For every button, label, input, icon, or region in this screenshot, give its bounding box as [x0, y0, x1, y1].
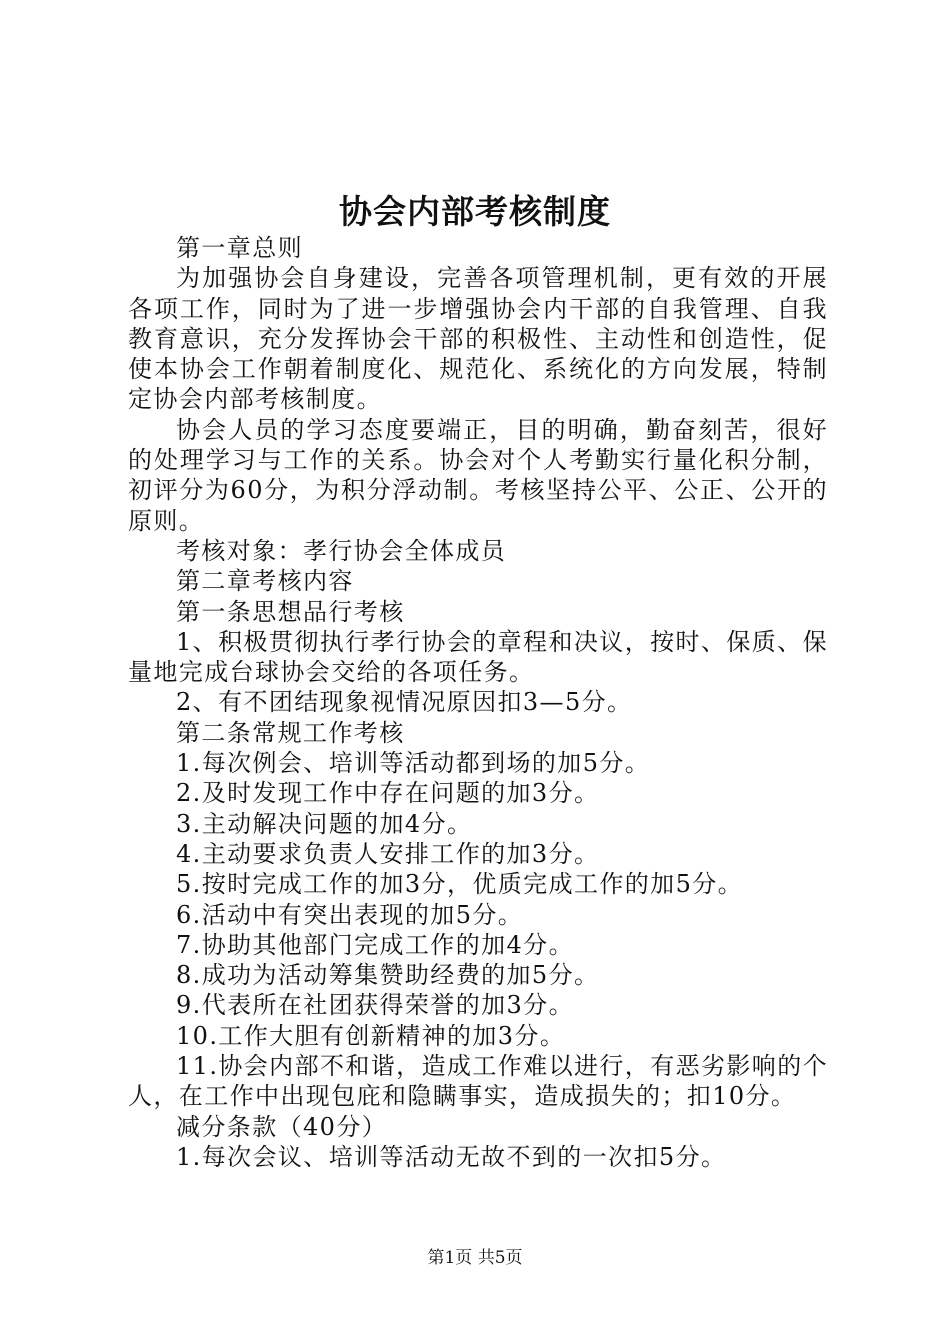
paragraph: 减分条款（40分）	[176, 1112, 388, 1141]
paragraph: 6.活动中有突出表现的加5分。	[176, 900, 524, 929]
paragraph: 8.成功为活动筹集赞助经费的加5分。	[176, 961, 600, 990]
paragraph: 10.工作大胆有创新精神的加3分。	[176, 1021, 566, 1050]
paragraph: 1.每次例会、培训等活动都到场的加5分。	[176, 749, 651, 778]
document-body	[128, 233, 828, 1172]
paragraph: 考核对象：孝行协会全体成员	[176, 536, 507, 565]
document-title: 协会内部考核制度	[339, 192, 611, 231]
paragraph: 第一条思想品行考核	[176, 597, 405, 626]
paragraph: 11.协会内部不和谐，造成工作难以进行，有恶劣影响的个人，在工作中出现包庇和隐瞒事实，造成损失的；扣10分。	[128, 1052, 828, 1111]
paragraph: 1.每次会议、培训等活动无故不到的一次扣5分。	[176, 1142, 727, 1171]
paragraph: 第一章总则	[176, 234, 303, 262]
page-footer: 第1页 共5页	[427, 1248, 523, 1268]
paragraph: 4.主动要求负责人安排工作的加3分。	[176, 839, 600, 868]
paragraph: 7.协助其他部门完成工作的加4分。	[176, 930, 574, 959]
paragraph: 2、有不团结现象视情况原因扣3—5分。	[176, 688, 633, 717]
paragraph: 第二条常规工作考核	[176, 718, 405, 747]
paragraph: 9.代表所在社团获得荣誉的加3分。	[176, 991, 574, 1020]
paragraph: 5.按时完成工作的加3分，优质完成工作的加5分。	[176, 870, 744, 899]
paragraph: 第二章考核内容	[176, 567, 354, 596]
paragraph: 协会人员的学习态度要端正，目的明确，勤奋刻苦，很好的处理学习与工作的关系。协会对个人考勤实行量化积分制，初评分为60分，为积分浮动制。考核坚持公平、公正、公开的原则。	[128, 415, 828, 535]
paragraph: 为加强协会自身建设，完善各项管理机制，更有效的开展各项工作，同时为了进一步增强协会内干部的自我管理、自我教育意识，充分发挥协会干部的积极性、主动性和创造性，促使本协会工作朝着制度化、规范化、系统化的方向发展，特制定协会内部考核制度。	[128, 264, 828, 414]
paragraph: 3.主动解决问题的加4分。	[176, 809, 473, 838]
paragraph: 1、积极贯彻执行孝行协会的章程和决议，按时、保质、保量地完成台球协会交给的各项任务。	[128, 627, 828, 687]
paragraph: 2.及时发现工作中存在问题的加3分。	[176, 779, 600, 808]
